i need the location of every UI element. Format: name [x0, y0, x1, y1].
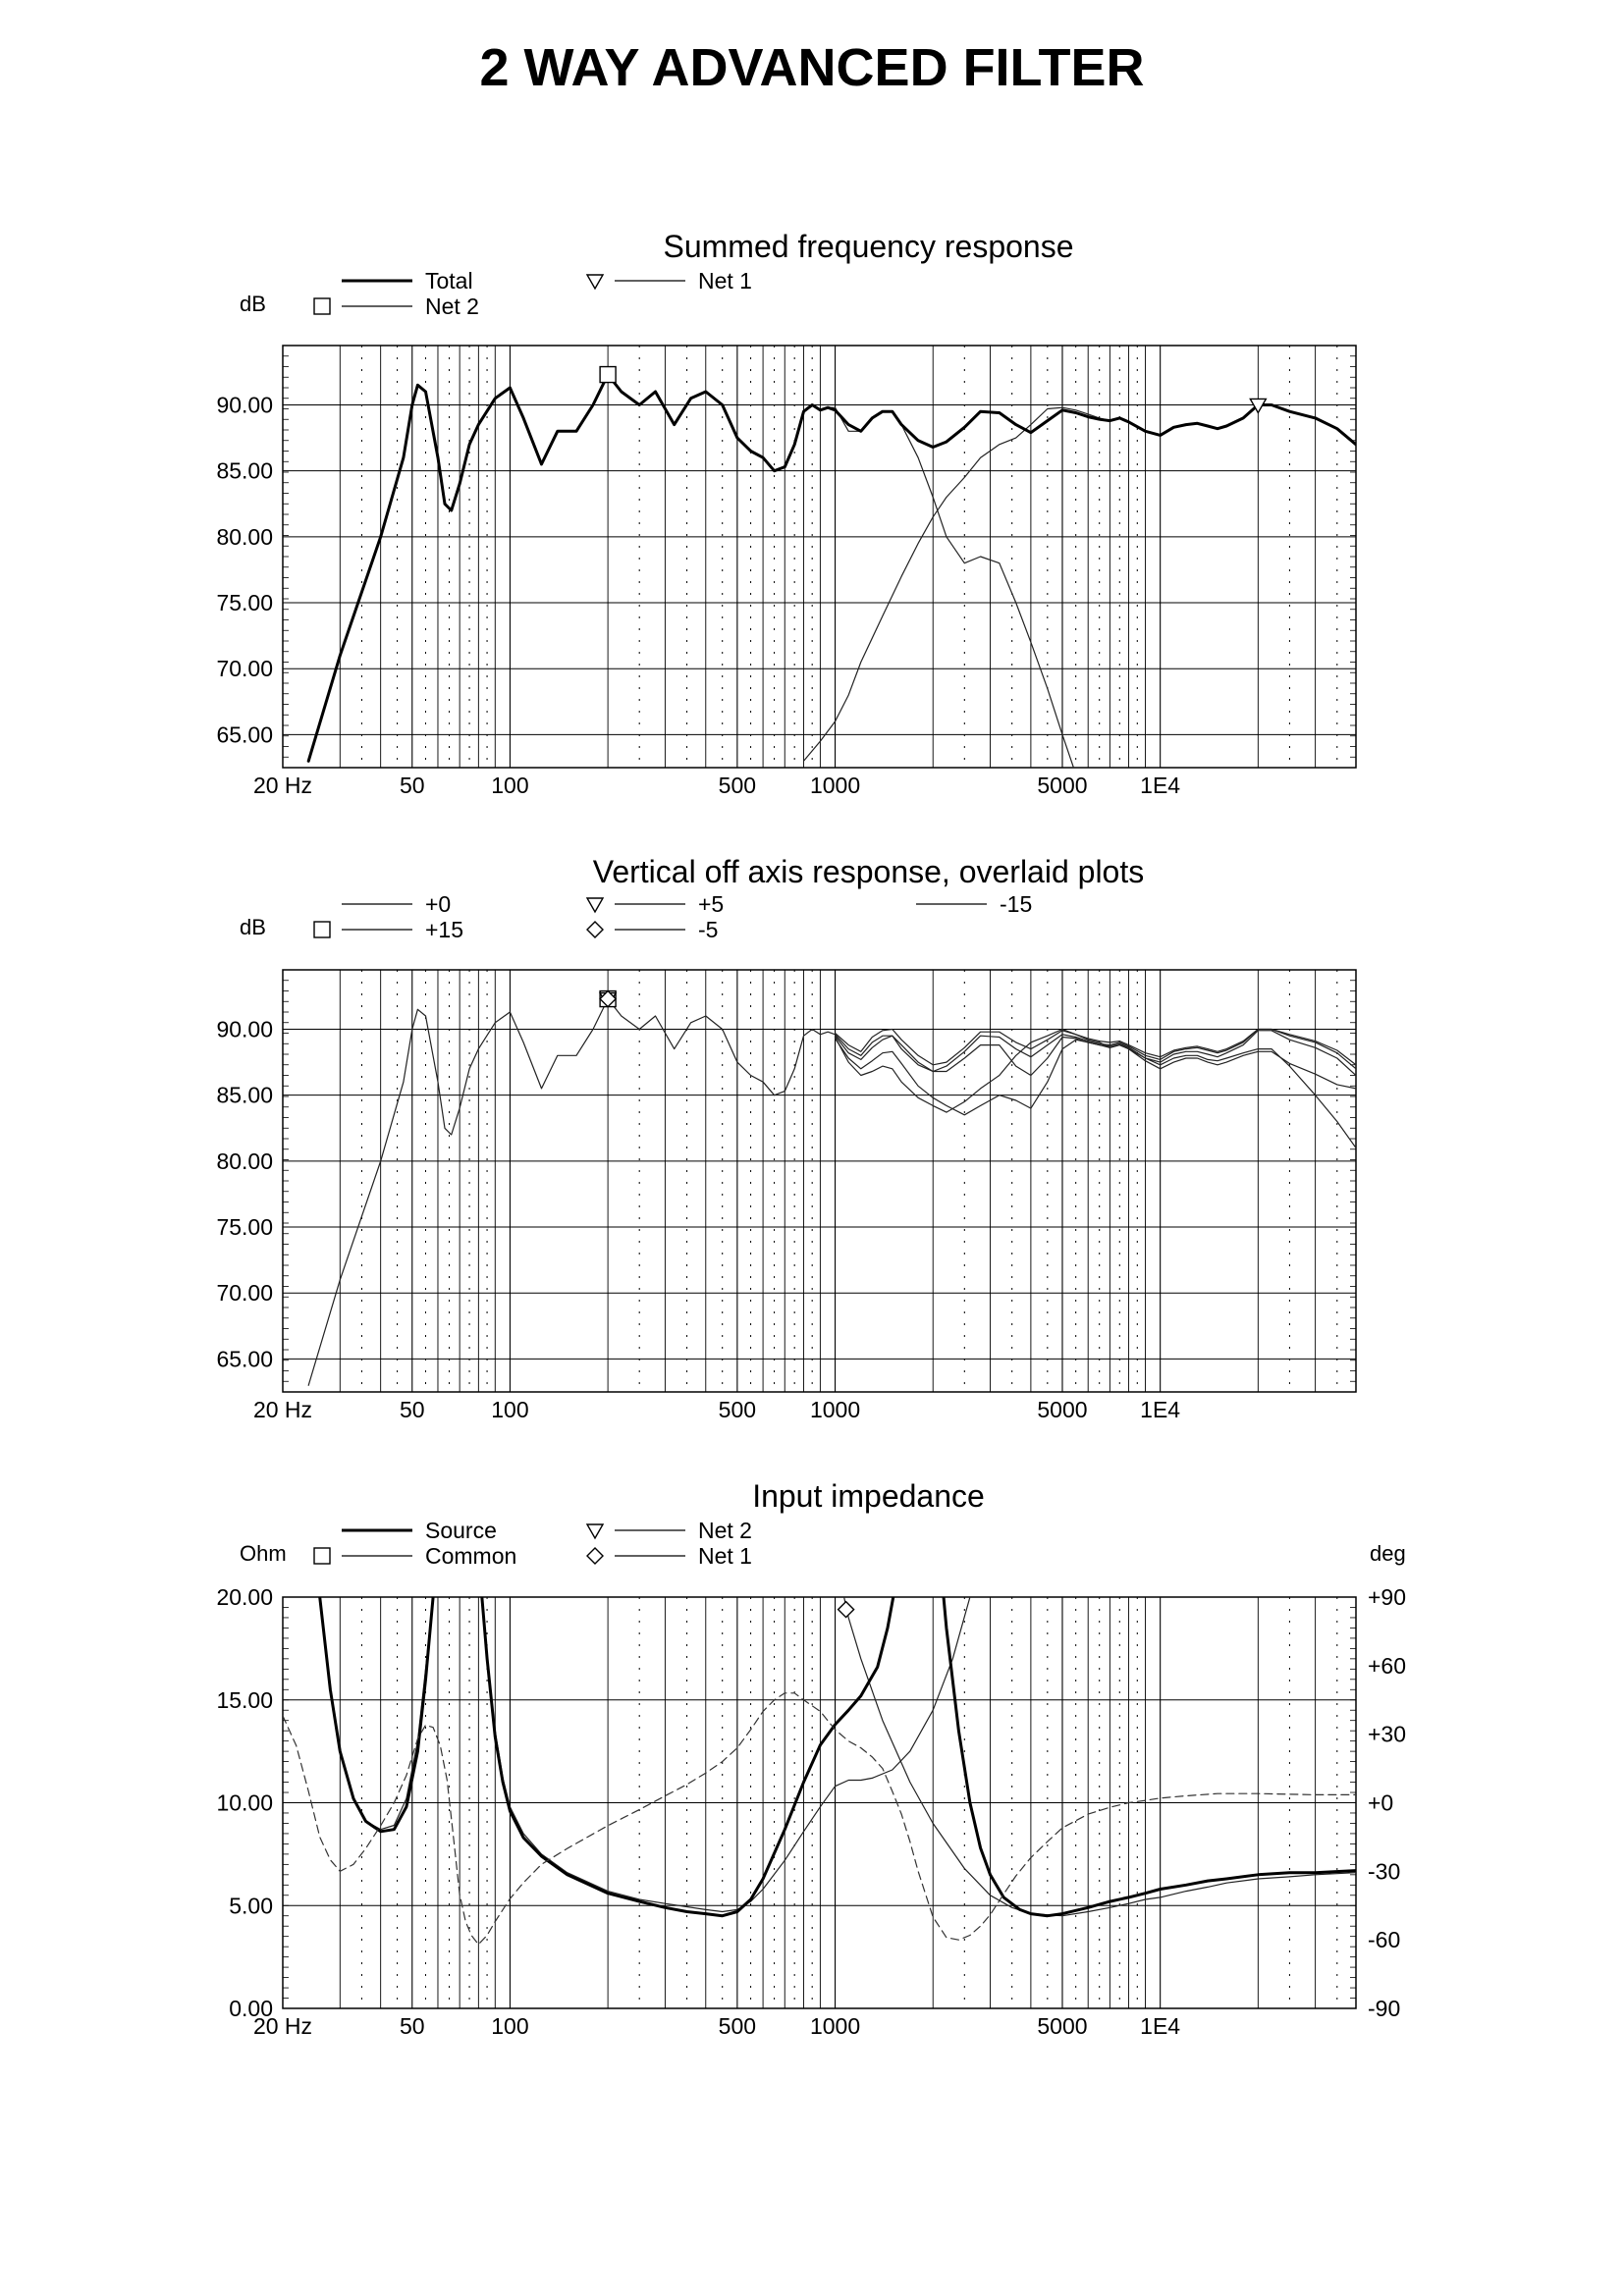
y2-tick-label: +60	[1368, 1652, 1407, 1679]
y-tick-label: 65.00	[216, 1346, 273, 1372]
series-line-total	[308, 375, 1356, 762]
legend-marker-diamond	[587, 922, 603, 937]
x-tick-label: 5000	[1037, 2013, 1088, 2039]
series-group	[283, 1515, 1356, 1945]
point-marker-diamond	[839, 1602, 854, 1618]
y2-tick-label: -90	[1368, 1996, 1401, 2021]
legend-label-total: Total	[425, 268, 473, 294]
legend	[314, 1518, 752, 1569]
plot-frame	[283, 970, 1356, 1392]
x-tick-label: 500	[718, 773, 757, 798]
x-tick-label: 1E4	[1140, 2013, 1181, 2039]
y-axis-label: dB	[240, 292, 266, 316]
legend-label-source: Source	[425, 1518, 497, 1543]
y-tick-label: 70.00	[216, 1280, 273, 1307]
x-tick-label: 500	[718, 2013, 757, 2039]
legend-label-15: -15	[1000, 891, 1033, 917]
legend-label-5: +5	[698, 891, 725, 917]
x-tick-label: 1000	[809, 773, 861, 798]
legend-marker-triangle	[587, 275, 603, 289]
x-tick-label: 20 Hz	[252, 1397, 313, 1422]
x-tick-label: 50	[399, 2013, 425, 2039]
x-tick-label: 1000	[809, 1397, 861, 1422]
legend	[314, 891, 1032, 942]
x-tick-label: 100	[491, 773, 529, 798]
y-tick-label: 5.00	[229, 1893, 273, 1919]
y-tick-label: 90.00	[216, 1016, 273, 1042]
legend-marker-diamond	[587, 1548, 603, 1564]
y-tick-label: 10.00	[216, 1789, 273, 1816]
chart-title: Vertical off axis response, overlaid plots	[592, 854, 1145, 889]
y2-tick-label: -30	[1368, 1858, 1401, 1885]
x-tick-label: 50	[399, 1397, 425, 1422]
x-tick-label: 20 Hz	[252, 2013, 313, 2039]
legend-marker-triangle	[587, 1524, 603, 1538]
y-tick-label: 70.00	[216, 656, 273, 682]
legend-label-common: Common	[425, 1543, 517, 1569]
x-tick-label: 50	[399, 773, 425, 798]
chart-3	[216, 1478, 1406, 2039]
legend-label-0: +0	[425, 891, 452, 917]
x-tick-label: 5000	[1037, 1397, 1088, 1422]
legend-label-5: -5	[698, 917, 719, 942]
grid	[283, 1597, 1356, 2008]
y-tick-label: 75.00	[216, 590, 273, 616]
x-tick-label: 500	[718, 1397, 757, 1422]
y-tick-label: 90.00	[216, 392, 273, 418]
chart-1	[216, 229, 1356, 828]
page-title: 2 WAY ADVANCED FILTER	[479, 38, 1145, 97]
y-tick-label: 75.00	[216, 1214, 273, 1241]
y-tick-label: 80.00	[216, 1148, 273, 1174]
y2-tick-label: +90	[1368, 1584, 1407, 1610]
legend-label-net-2: Net 2	[698, 1518, 752, 1543]
series-line-net-1	[836, 1556, 1357, 1916]
series-group	[308, 375, 1356, 828]
legend-label-15: +15	[425, 917, 464, 942]
x-tick-label: 5000	[1037, 773, 1088, 798]
y-tick-label: 15.00	[216, 1686, 273, 1713]
chart-title: Summed frequency response	[663, 229, 1074, 264]
series-line-net-1	[804, 405, 1357, 762]
series-line-phase	[283, 1693, 1356, 1945]
y-axis-label: dB	[240, 915, 266, 939]
legend-marker-square	[314, 298, 330, 314]
point-marker-square	[600, 367, 616, 383]
y-tick-label: 0.00	[229, 1996, 273, 2021]
chart-title: Input impedance	[752, 1478, 985, 1514]
legend-label-net-1: Net 1	[698, 1543, 752, 1569]
y2-tick-label: +30	[1368, 1721, 1407, 1747]
x-tick-label: 1000	[809, 2013, 861, 2039]
y-tick-label: 80.00	[216, 523, 273, 550]
series-line-common-low	[308, 999, 835, 1386]
y-tick-label: 20.00	[216, 1584, 273, 1610]
y-tick-label: 85.00	[216, 457, 273, 484]
y-tick-label: 65.00	[216, 721, 273, 748]
x-tick-label: 20 Hz	[252, 773, 313, 798]
grid	[283, 970, 1356, 1392]
legend-label-net-1: Net 1	[698, 268, 752, 294]
legend-marker-triangle	[587, 898, 603, 912]
legend-label-net-2: Net 2	[425, 294, 479, 319]
x-tick-label: 1E4	[1140, 1397, 1181, 1422]
x-tick-label: 100	[491, 2013, 529, 2039]
y2-tick-label: +0	[1368, 1789, 1394, 1816]
chart-2	[216, 854, 1356, 1422]
y-axis-label: Ohm	[240, 1541, 287, 1566]
y2-axis-label: deg	[1370, 1541, 1406, 1566]
legend	[314, 268, 752, 319]
series-group	[308, 999, 1356, 1386]
y2-tick-label: -60	[1368, 1927, 1401, 1953]
x-tick-label: 1E4	[1140, 773, 1181, 798]
series-line-5	[836, 1031, 1357, 1076]
series-line-common	[320, 1515, 991, 1911]
legend-marker-square	[314, 1548, 330, 1564]
y-tick-label: 85.00	[216, 1082, 273, 1108]
legend-marker-square	[314, 922, 330, 937]
series-line-15	[836, 1030, 1357, 1148]
series-line-15	[836, 1039, 1357, 1115]
x-tick-label: 100	[491, 1397, 529, 1422]
